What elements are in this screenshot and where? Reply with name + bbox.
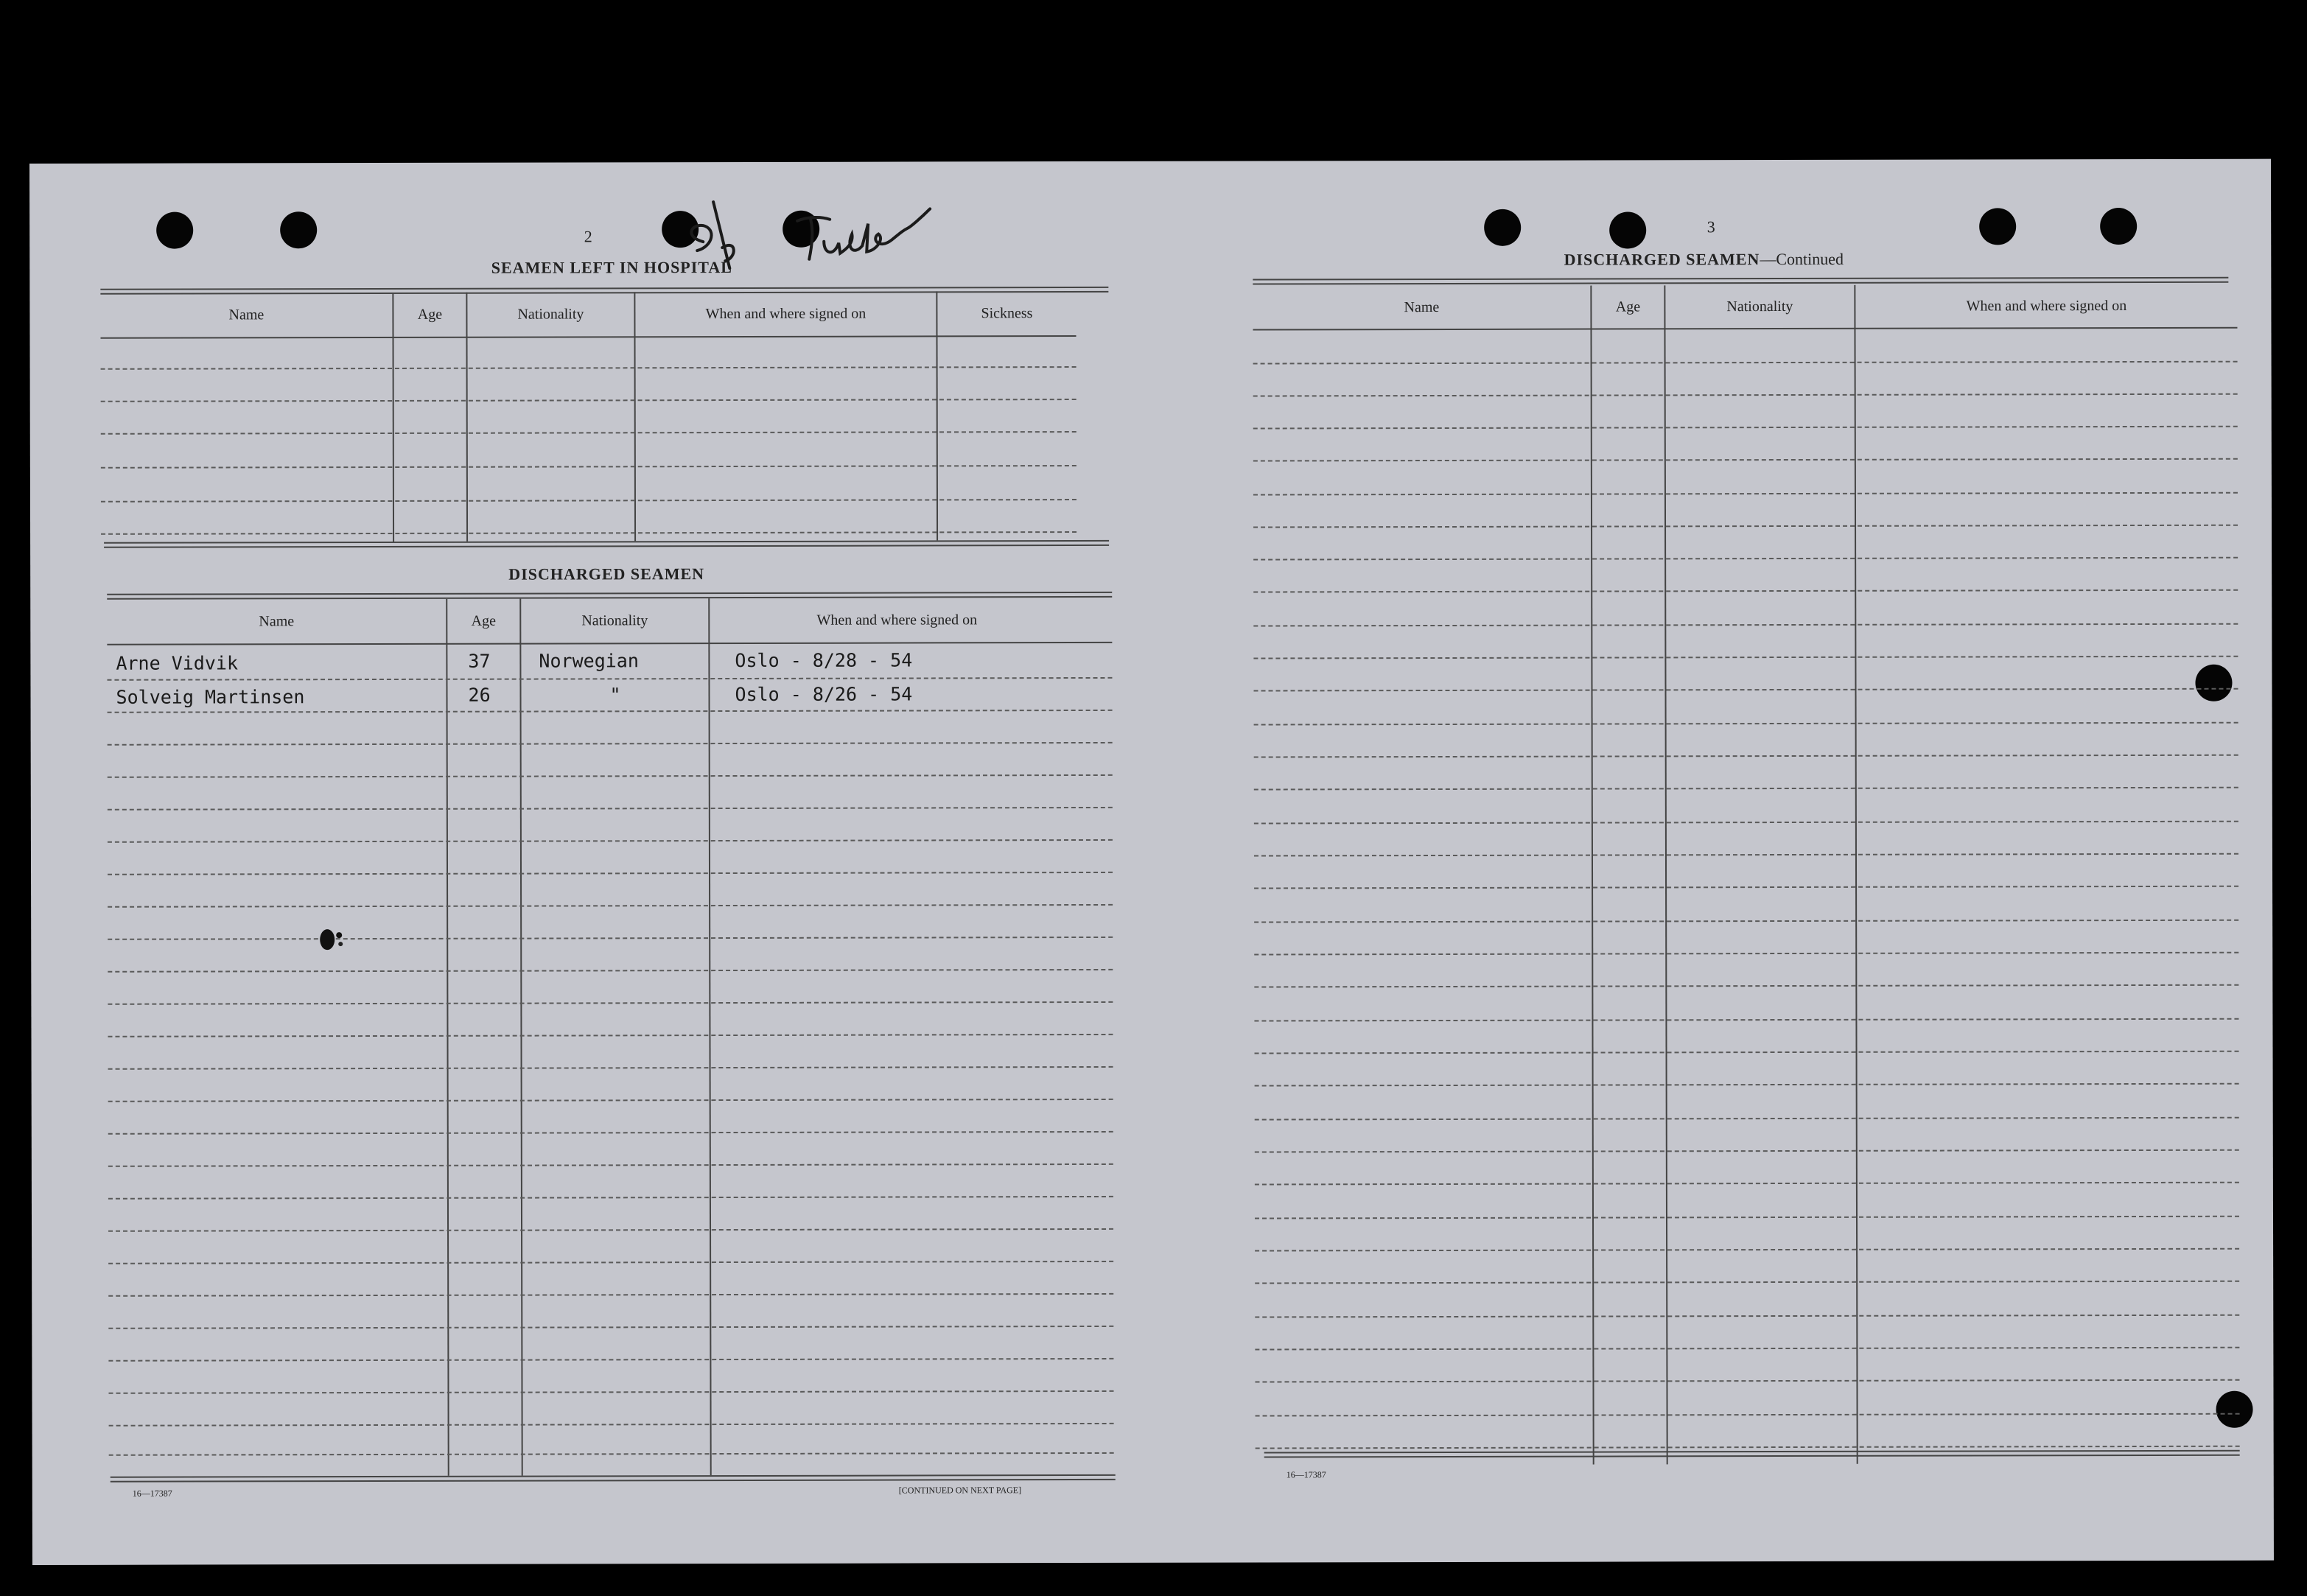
row-rule [107,677,1112,681]
seaman-nationality: Norwegian [539,650,639,672]
row-rule [1255,1182,2239,1186]
row-rule [1254,821,2238,825]
column-header: Nationality [517,305,584,323]
row-rule [1255,1347,2239,1351]
row-rule [1255,1315,2239,1318]
row-rule [109,1452,1114,1456]
row-rule [1253,458,2238,462]
double-rule [1253,277,2228,285]
row-rule [101,399,1077,402]
left-page [29,161,1149,1499]
seaman-signed-on: Oslo - 8/28 - 54 [735,649,913,671]
row-rule [1255,1149,2239,1153]
row-rule [108,969,1113,973]
punch-hole [156,212,193,249]
ink-blot [311,922,355,959]
row-rule [1255,1281,2239,1284]
row-rule [1255,1051,2239,1054]
row-rule [1256,1446,2240,1449]
row-rule [108,742,1113,746]
row-rule [108,1131,1113,1135]
column-header: Name [259,612,295,629]
column-header: Age [417,306,443,323]
row-rule [1255,1216,2239,1219]
row-rule [108,872,1113,875]
seaman-name: Solveig Martinsen [116,686,305,708]
row-rule [1254,920,2238,923]
row-rule [1254,853,2238,857]
title-main: DISCHARGED SEAMEN [1564,250,1760,269]
row-rule [109,1423,1114,1427]
row-rule [101,531,1077,535]
row-rule [1254,952,2238,956]
row-rule [101,465,1077,469]
continued-note: [CONTINUED ON NEXT PAGE] [898,1485,1022,1496]
row-rule [108,1034,1113,1037]
punch-hole [2100,208,2137,245]
seaman-nationality: " [609,684,621,706]
column-header: Nationality [1726,298,1793,315]
row-rule [1255,1117,2239,1121]
row-rule [108,1390,1113,1394]
seaman-name: Arne Vidvik [116,652,239,674]
form-number: 16—17387 [132,1488,172,1499]
row-rule [1254,755,2238,758]
row-rule [1254,1018,2238,1022]
row-rule [108,1099,1113,1102]
column-divider [1854,285,1858,1464]
row-rule [101,499,1077,503]
punch-hole [1609,211,1646,248]
column-header: When and where signed on [816,611,978,629]
row-rule [1253,361,2238,365]
column-divider [1590,286,1594,1465]
row-rule [108,1358,1113,1362]
column-divider [446,599,449,1476]
row-rule [1253,426,2238,430]
column-header: Sickness [981,304,1033,321]
row-rule [1254,688,2238,692]
column-divider [519,599,522,1476]
column-header: Age [1615,298,1641,315]
row-rule [1253,656,2238,659]
seaman-signed-on: Oslo - 8/26 - 54 [735,683,913,705]
document-sheet [29,159,2274,1565]
row-rule [108,774,1113,778]
form-number: 16—17387 [1286,1469,1326,1480]
discharged-table [107,598,1113,1477]
seaman-age: 26 [468,684,491,706]
row-rule [108,1196,1113,1200]
column-divider [1664,285,1667,1464]
row-rule [108,904,1113,908]
discharged-continued-table [1253,284,2239,1466]
title-suffix: —Continued [1760,249,1844,269]
double-rule [111,1474,1116,1483]
row-rule [101,366,1077,370]
row-rule [1253,623,2238,627]
row-rule [108,937,1113,940]
row-rule [108,839,1113,843]
row-rule [1253,393,2238,397]
punch-hole [280,211,317,248]
row-rule [108,1228,1113,1232]
row-rule [1254,722,2238,726]
discharged-continued-title [1564,250,1844,270]
column-header: When and where signed on [705,305,867,322]
row-rule [1255,1083,2239,1087]
row-rule [1256,1413,2240,1417]
double-rule [104,540,1109,548]
row-rule [1255,1248,2239,1252]
row-rule [108,1163,1113,1167]
right-page [1149,159,2269,1480]
row-rule [101,431,1077,435]
row-rule [108,710,1113,713]
discharged-section-title: DISCHARGED SEAMEN [508,564,705,584]
column-header: Name [228,306,265,323]
row-rule [1253,589,2238,593]
column-header: When and where signed on [1966,297,2127,314]
hospital-section-title: SEAMEN LEFT IN HOSPITAL [491,258,732,277]
row-rule [1254,984,2238,988]
row-rule [108,1001,1113,1005]
page-number: 3 [1706,217,1715,237]
row-rule [1254,886,2238,889]
row-rule [1253,557,2238,561]
row-rule [108,807,1113,811]
column-divider [708,598,711,1475]
column-header: Age [471,612,496,629]
punch-hole [1979,208,2016,245]
column-header: Nationality [581,612,648,629]
punch-hole [1484,209,1521,246]
row-rule [1254,787,2238,791]
row-rule [108,1066,1113,1070]
seaman-age: 37 [468,650,491,672]
row-rule [1253,492,2238,496]
row-rule [108,1293,1113,1297]
row-rule [1255,1379,2239,1383]
column-header: Name [1404,298,1440,315]
row-rule [1253,525,2238,528]
hospital-table [100,291,1077,542]
row-rule [108,1261,1113,1264]
row-rule [108,1326,1113,1329]
page-number: 2 [584,227,592,246]
